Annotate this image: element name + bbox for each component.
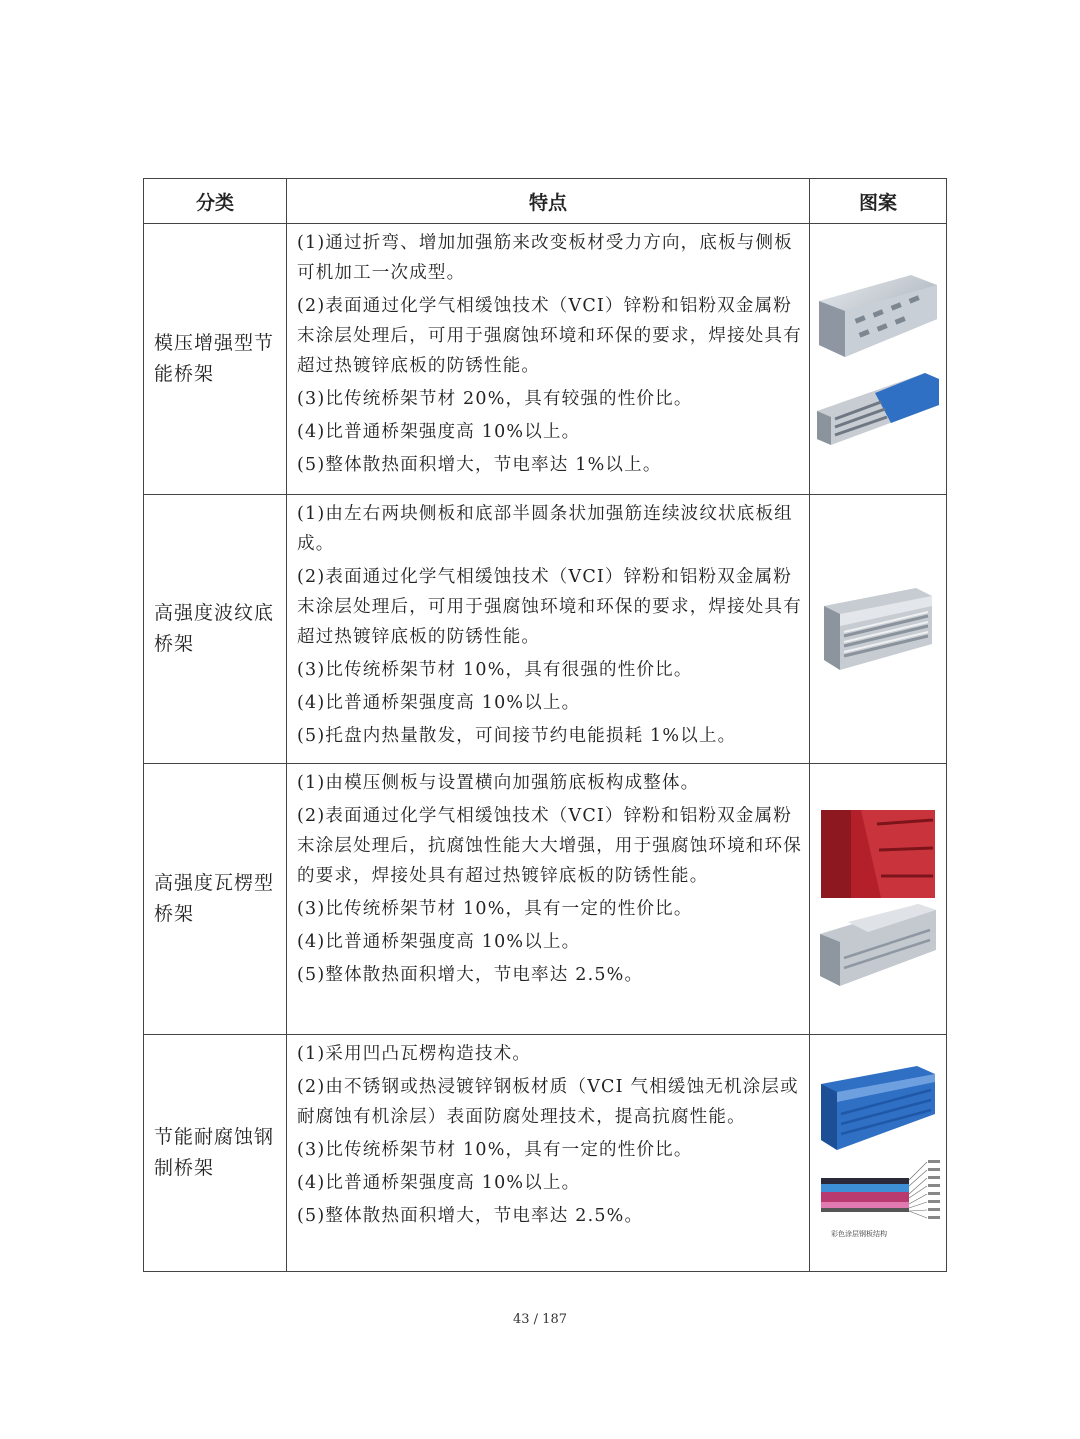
image-caption: 彩色涂层钢板结构 xyxy=(831,1230,887,1238)
feature-item: (1)通过折弯、增加加强筋来改变板材受力方向，底板与侧板可机加工一次成型。 xyxy=(297,233,793,283)
feature-item: (2)由不锈钢或热浸镀锌钢板材质（VCI 气相缓蚀无机涂层或耐腐蚀有机涂层）表面防腐处理技术，提高抗腐性能。 xyxy=(297,1077,799,1127)
blue-corrugated-tray-photo xyxy=(817,1064,939,1152)
feature-item: (4)比普通桥架强度高 10%以上。 xyxy=(297,693,581,713)
covered-tray-photo xyxy=(818,904,938,988)
blue-tray-photo xyxy=(815,371,941,447)
feature-item: (4)比普通桥架强度高 10%以上。 xyxy=(297,422,581,442)
features-cell xyxy=(287,224,810,495)
features-cell xyxy=(287,1035,810,1272)
corrugated-tray-photo xyxy=(820,586,936,672)
features-cell xyxy=(287,764,810,1035)
feature-item: (3)比传统桥架节材 10%，具有很强的性价比。 xyxy=(297,660,693,680)
table-header-row xyxy=(144,179,947,224)
feature-item: (5)托盘内热量散发，可间接节约电能损耗 1%以上。 xyxy=(297,726,737,746)
table-row xyxy=(144,764,947,1035)
feature-item: (2)表面通过化学气相缓蚀技术（VCI）锌粉和铝粉双金属粉末涂层处理后，抗腐蚀性能大大增强，用于强腐蚀环境和环保的要求，焊接处具有超过热镀锌底板的防锈性能。 xyxy=(297,806,802,886)
category-cell: 高强度波纹底桥架 xyxy=(144,495,287,764)
page-number: 43 / 187 xyxy=(513,1312,567,1327)
coated-steel-layers-diagram xyxy=(815,1156,941,1242)
image-cell xyxy=(810,1035,947,1272)
table-row xyxy=(144,495,947,764)
feature-item: (4)比普通桥架强度高 10%以上。 xyxy=(297,1173,581,1193)
feature-item: (3)比传统桥架节材 10%，具有一定的性价比。 xyxy=(297,899,693,919)
feature-item: (3)比传统桥架节材 20%，具有较强的性价比。 xyxy=(297,389,693,409)
perforated-tray-photo xyxy=(815,271,941,361)
table-row xyxy=(144,224,947,495)
feature-item: (5)整体散热面积增大，节电率达 1%以上。 xyxy=(297,455,662,475)
image-cell xyxy=(810,764,947,1035)
category-cell: 高强度瓦楞型桥架 xyxy=(144,764,287,1035)
red-tray-photo xyxy=(821,810,935,898)
header-image: 图案 xyxy=(810,179,947,224)
category-cell: 模压增强型节能桥架 xyxy=(144,224,287,495)
features-cell xyxy=(287,495,810,764)
image-cell xyxy=(810,224,947,495)
spec-table xyxy=(143,178,947,1272)
feature-item: (2)表面通过化学气相缓蚀技术（VCI）锌粉和铝粉双金属粉末涂层处理后，可用于强腐蚀环境和环保的要求，焊接处具有超过热镀锌底板的防锈性能。 xyxy=(297,567,802,647)
header-features: 特点 xyxy=(287,179,810,224)
feature-item: (5)整体散热面积增大，节电率达 2.5%。 xyxy=(297,1206,644,1226)
feature-item: (1)由左右两块侧板和底部半圆条状加强筋连续波纹状底板组成。 xyxy=(297,504,793,554)
header-category: 分类 xyxy=(144,179,287,224)
feature-item: (5)整体散热面积增大，节电率达 2.5%。 xyxy=(297,965,644,985)
image-cell xyxy=(810,495,947,764)
feature-item: (1)采用凹凸瓦楞构造技术。 xyxy=(297,1044,532,1064)
feature-item: (2)表面通过化学气相缓蚀技术（VCI）锌粉和铝粉双金属粉末涂层处理后，可用于强腐蚀环境和环保的要求，焊接处具有超过热镀锌底板的防锈性能。 xyxy=(297,296,802,376)
table-row xyxy=(144,1035,947,1272)
category-cell: 节能耐腐蚀钢制桥架 xyxy=(144,1035,287,1272)
feature-item: (3)比传统桥架节材 10%，具有一定的性价比。 xyxy=(297,1140,693,1160)
feature-item: (4)比普通桥架强度高 10%以上。 xyxy=(297,932,581,952)
feature-item: (1)由模压侧板与设置横向加强筋底板构成整体。 xyxy=(297,773,700,793)
